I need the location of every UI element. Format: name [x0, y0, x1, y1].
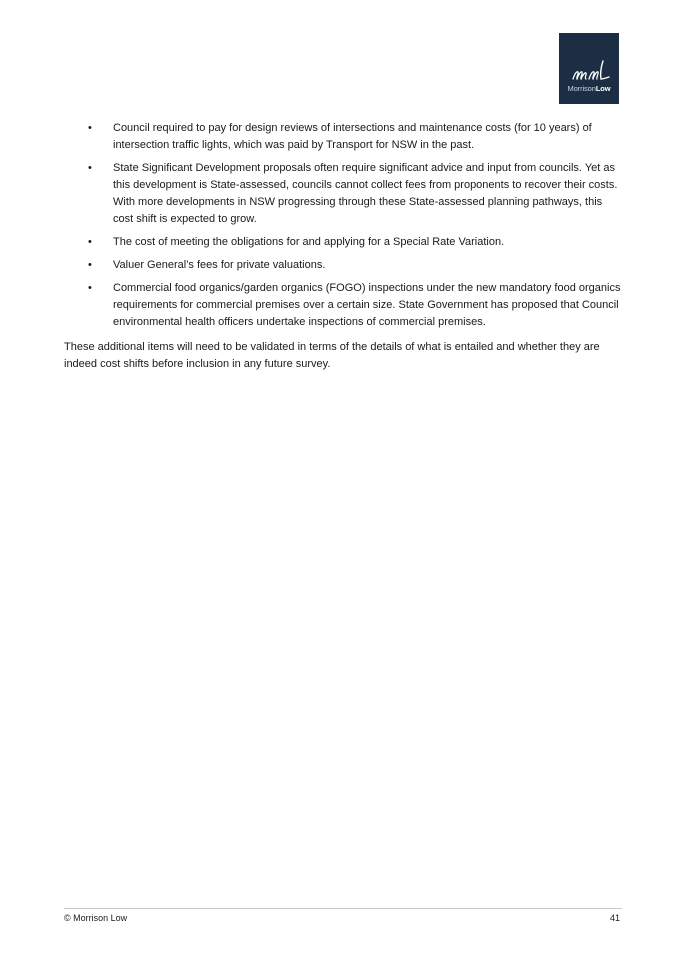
list-item [64, 120, 624, 154]
list-item-text: Valuer General’s fees for private valuations. [113, 259, 326, 271]
footer-divider [64, 908, 622, 909]
list-item-text: Council required to pay for design reviews of intersections and maintenance costs (for 10 years) of intersection traffic lights, which was paid by Transport for NSW in the past. [113, 122, 592, 151]
list-item-text: Commercial food organics/garden organics (FOGO) inspections under the new mandatory food organics requirements for commercial premises over a certain size. State Government has proposed that Council environmental health officers undertake inspections of commercial premises. [113, 282, 621, 328]
list-item [64, 257, 624, 274]
bullet-icon: • [88, 282, 92, 294]
footer-copyright: © Morrison Low [64, 913, 128, 923]
bullet-icon: • [88, 236, 92, 248]
ml-monogram-icon [565, 59, 613, 81]
logo-wordmark [559, 84, 619, 93]
logo-word-low: Low [595, 84, 611, 93]
closing-paragraph: These additional items will need to be validated in terms of the details of what is entailed and whether they are indeed cost shifts before inclusion in any future survey. [64, 341, 600, 370]
list-item-text: State Significant Development proposals often require significant advice and input from councils. Yet as this development is State-assessed, councils cannot collect fees from proponents to recover their costs. With more developments in NSW progressing through these State-assessed planning pathways, this cost shift is expected to grow. [113, 162, 618, 225]
list-item [64, 160, 624, 228]
bullet-icon: • [88, 122, 92, 134]
bullet-icon: • [88, 259, 92, 271]
company-logo [559, 33, 619, 104]
page-number: 41 [609, 913, 620, 923]
list-item [64, 280, 624, 331]
bullet-list [64, 120, 624, 331]
list-item [64, 234, 624, 251]
list-item-text: The cost of meeting the obligations for and applying for a Special Rate Variation. [113, 236, 505, 248]
page-content [64, 120, 624, 373]
logo-word-morrison: Morrison [567, 84, 596, 93]
bullet-icon: • [88, 162, 92, 174]
